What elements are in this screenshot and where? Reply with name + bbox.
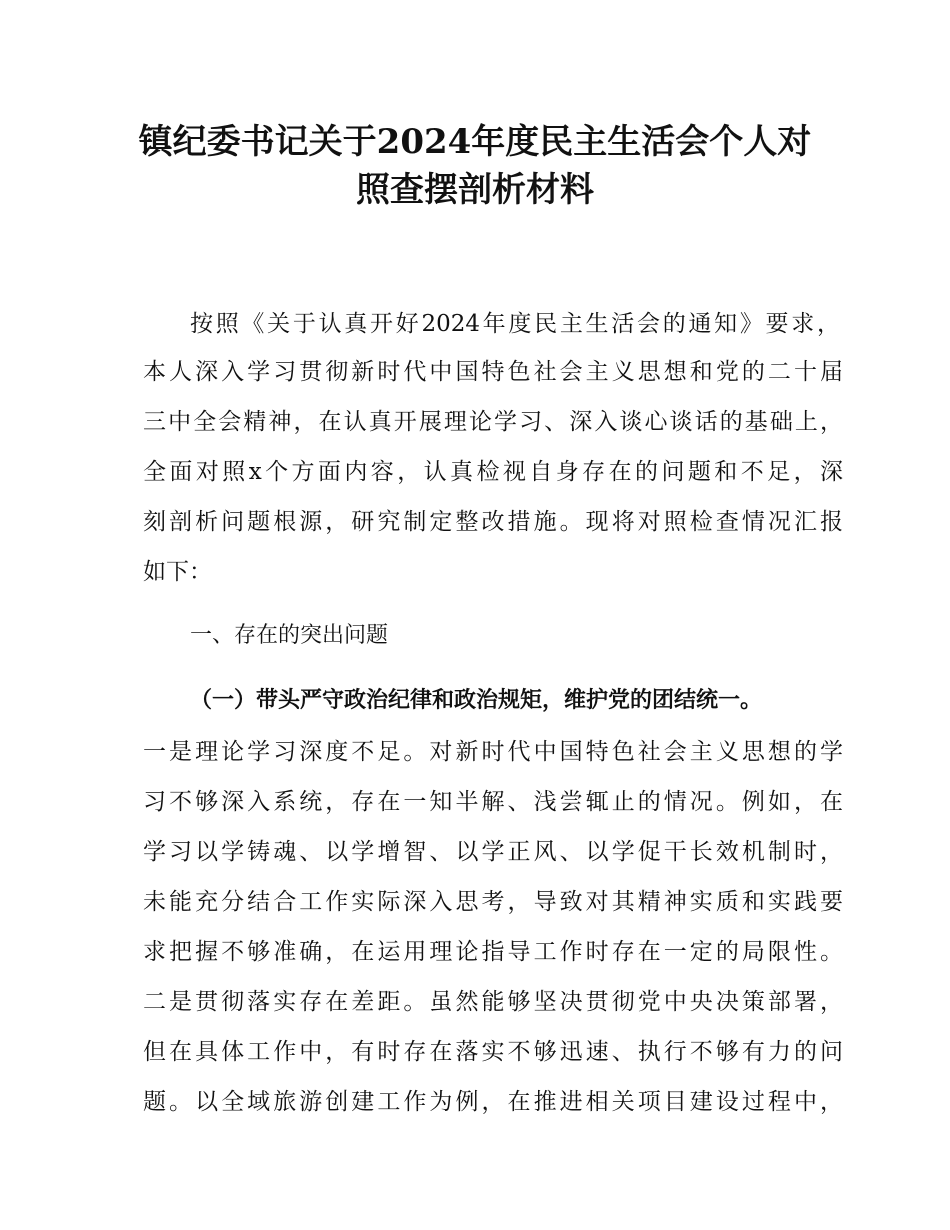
body-paragraph-line: 题。以全域旅游创建工作为例，在推进相关项目建设过程中，: [143, 1089, 843, 1115]
intro-paragraph-line: 如下：: [143, 559, 212, 585]
intro-paragraph-line: 三中全会精神，在认真开展理论学习、深入谈心谈话的基础上，: [143, 409, 843, 435]
body-paragraph-line: 习不够深入系统，存在一知半解、浅尝辄止的情况。例如，在: [143, 789, 843, 815]
body-paragraph-line: 学习以学铸魂、以学增智、以学正风、以学促干长效机制时，: [143, 839, 843, 865]
intro-paragraph-line: 按照《关于认真开好2024年度民主生活会的通知》要求，: [190, 311, 840, 337]
body-paragraph-line: 二是贯彻落实存在差距。虽然能够坚决贯彻党中央决策部署，: [143, 989, 843, 1015]
document-title-line-1: 镇纪委书记关于2024年度民主生活会个人对: [138, 122, 812, 162]
document-title-line-2: 照查摆剖析材料: [356, 170, 594, 210]
intro-paragraph-line: 本人深入学习贯彻新时代中国特色社会主义思想和党的二十届: [143, 359, 843, 385]
intro-paragraph-line: 刻剖析问题根源，研究制定整改措施。现将对照检查情况汇报: [143, 509, 843, 535]
body-paragraph-line: 一是理论学习深度不足。对新时代中国特色社会主义思想的学: [143, 739, 843, 765]
body-paragraph-line: 求把握不够准确，在运用理论指导工作时存在一定的局限性。: [143, 939, 843, 965]
body-paragraph-line: 未能充分结合工作实际深入思考，导致对其精神实质和实践要: [143, 889, 843, 915]
subsection-heading: （一）带头严守政治纪律和政治规矩，维护党的团结统一。: [190, 688, 763, 713]
intro-paragraph-line: 全面对照x个方面内容，认真检视自身存在的问题和不足，深: [143, 459, 843, 485]
body-paragraph-line: 但在具体工作中，有时存在落实不够迅速、执行不够有力的问: [143, 1039, 843, 1065]
section-heading: 一、存在的突出问题: [190, 623, 389, 648]
